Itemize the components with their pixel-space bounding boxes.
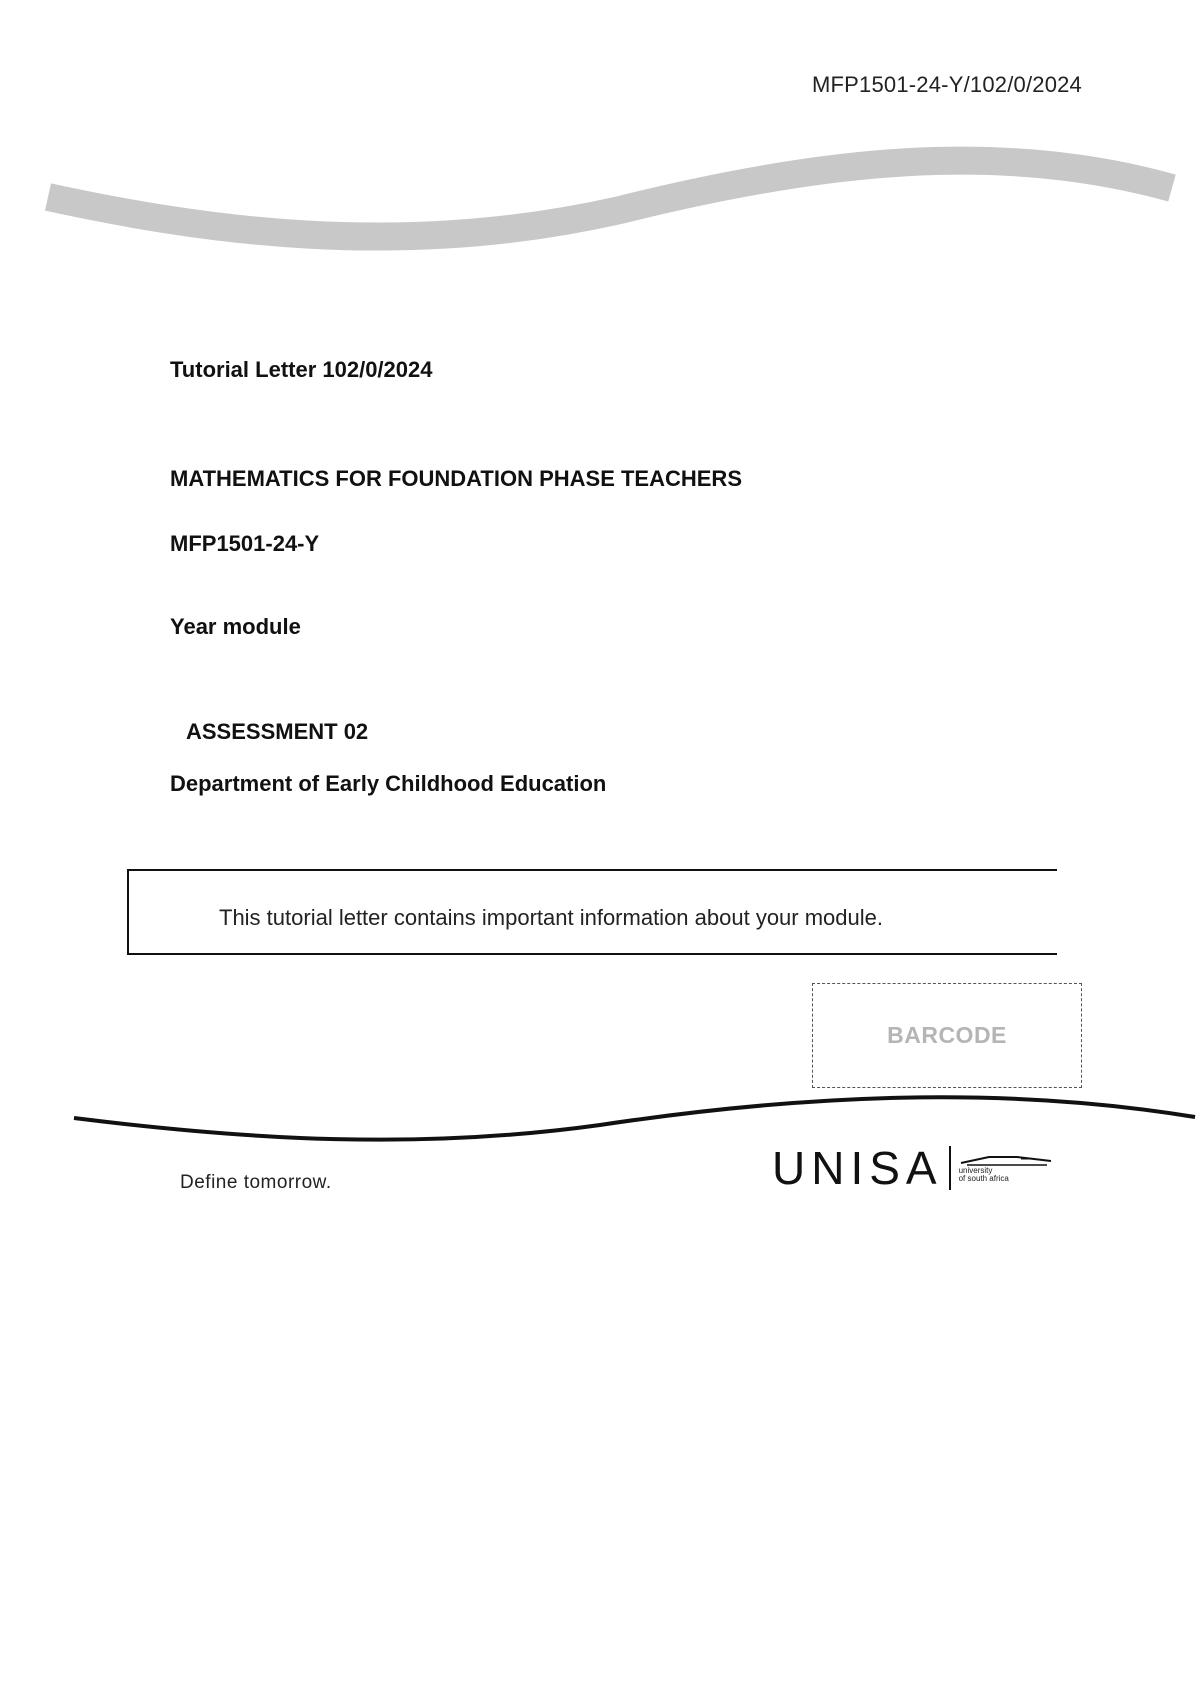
barcode-label: BARCODE	[887, 1022, 1007, 1048]
logo-small-line-2: of south africa	[958, 1174, 1009, 1183]
logo-emblem	[959, 1153, 1055, 1184]
department-name: Department of Early Childhood Education	[170, 771, 607, 796]
info-box-text: This tutorial letter contains important information about your module.	[219, 905, 883, 930]
tutorial-letter-title: Tutorial Letter 102/0/2024	[170, 357, 433, 382]
logo-divider	[949, 1146, 951, 1190]
building-icon	[959, 1153, 1055, 1167]
module-code: MFP1501-24-Y	[170, 531, 320, 556]
module-type: Year module	[170, 614, 301, 639]
module-name: MATHEMATICS FOR FOUNDATION PHASE TEACHERS	[170, 466, 742, 491]
tagline: Define tomorrow.	[180, 1172, 332, 1193]
logo-wordmark: UNISA	[772, 1142, 943, 1194]
logo-small-line-1: university	[958, 1165, 993, 1175]
document-reference: MFP1501-24-Y/102/0/2024	[812, 72, 1082, 97]
assessment-label: ASSESSMENT 02	[186, 719, 369, 744]
unisa-logo	[772, 1142, 1055, 1194]
